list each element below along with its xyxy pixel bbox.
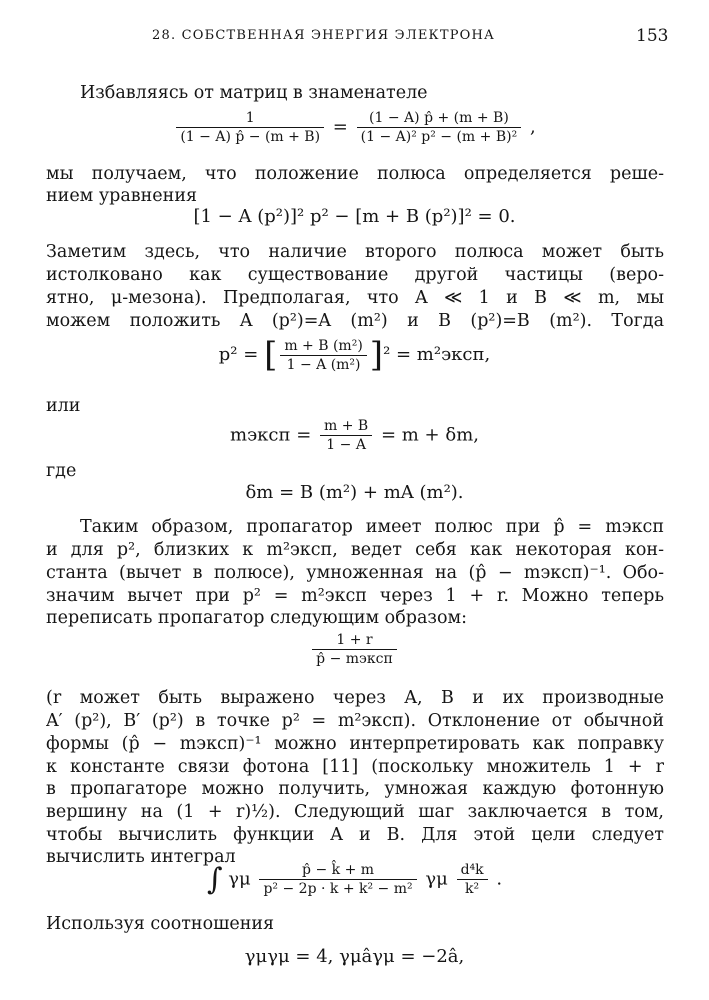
eq1-rhs-denominator: (1 − A)² p² − (m + B)²: [360, 129, 518, 145]
eq7-integral-sign: ∫: [206, 862, 223, 897]
text-line-12: станта (вычет в полюсе), умноженная на (p̂ − mэксп)⁻¹. Обо-: [46, 563, 664, 583]
eq1-rhs-fraction: [357, 110, 522, 145]
text-line-8: или: [46, 396, 81, 416]
equation-1: [0, 110, 709, 145]
equation-2: [1 − A (p²)]² p² − [m + B (p²)]² = 0.: [193, 206, 516, 227]
eq7-measure-denominator: k²: [465, 881, 480, 897]
text-line-23: Используя соотношения: [46, 914, 275, 934]
eq3-fraction: [280, 338, 366, 373]
equation-5: δm = B (m²) + mA (m²).: [245, 482, 464, 503]
eq7-measure-numerator: d⁴k: [457, 862, 488, 880]
eq3-lhs: p² =: [218, 344, 259, 365]
eq7-gamma-2: γμ: [425, 868, 448, 890]
text-line-5: истолковано как существование другой частицы (веро-: [46, 265, 664, 285]
equation-7: [0, 862, 709, 897]
eq7-period: .: [496, 868, 503, 890]
eq3-rhs: ² = m²эксп,: [383, 344, 491, 365]
running-head: 28. СОБСТВЕННАЯ ЭНЕРГИЯ ЭЛЕКТРОНА: [152, 28, 496, 43]
eq1-lhs-denominator: (1 − A) p̂ − (m + B): [180, 129, 321, 145]
equation-8: γμγμ = 4, γμâγμ = −2â,: [244, 946, 465, 967]
text-line-10: Таким образом, пропагатор имеет полюс при p̂ = mэксп: [80, 517, 664, 537]
text-line-19: в пропагаторе можно получить, умножая каждую фотонную: [46, 779, 664, 799]
text-line-16: A′ (p²), B′ (p²) в точке p² = m²эксп). Отклонение от обычной: [46, 711, 664, 731]
text-line-9: где: [46, 461, 77, 481]
eq1-rhs-numerator: (1 − A) p̂ + (m + B): [357, 110, 522, 128]
eq3-open-bracket: [: [264, 335, 278, 375]
equation-3: [0, 335, 709, 375]
eq3-close-bracket: ]: [369, 335, 384, 375]
eq1-lhs-fraction: [176, 110, 324, 145]
eq6-denominator: p̂ − mэксп: [316, 651, 393, 667]
eq7-fraction: [259, 862, 416, 897]
text-line-22: вычислить интеграл: [46, 847, 236, 867]
text-line-18: к константе связи фотона [11] (поскольку множитель 1 + r: [46, 757, 664, 777]
text-line-11: и для p², близких к m²эксп, ведет себя как некоторая кон-: [46, 540, 664, 560]
eq4-lhs: mэксп =: [230, 424, 312, 446]
eq3-denominator: 1 − A (m²): [286, 356, 361, 373]
text-line-1: Избавляясь от матриц в знаменателе: [80, 83, 428, 103]
eq1-equals: =: [332, 116, 348, 138]
page-header: [0, 28, 709, 48]
eq6-fraction: [312, 632, 397, 667]
eq3-numerator: m + B (m²): [280, 338, 366, 356]
eq4-denominator: 1 − A: [326, 437, 366, 453]
text-line-6: ятно, μ-мезона). Предполагая, что A ≪ 1 и B ≪ m, мы: [46, 288, 664, 308]
text-line-4: Заметим здесь, что наличие второго полюса может быть: [46, 242, 664, 262]
eq7-measure-fraction: [457, 862, 488, 897]
eq4-fraction: [320, 418, 372, 453]
text-line-15: (r может быть выражено через A, B и их производные: [46, 688, 664, 708]
text-line-14: переписать пропагатор следующим образом:: [46, 608, 467, 628]
text-line-2: мы получаем, что положение полюса определяется реше-: [46, 164, 664, 184]
eq7-denominator: p² − 2p · k + k² − m²: [263, 881, 413, 897]
text-line-20: вершину на (1 + r)½). Следующий шаг заключается в том,: [46, 802, 664, 822]
page-number: 153: [636, 26, 669, 46]
eq6-numerator: 1 + r: [312, 632, 397, 650]
eq7-numerator: p̂ − k̂ + m: [259, 862, 416, 880]
eq7-gamma-1: γμ: [228, 868, 251, 890]
eq1-comma: ,: [529, 116, 536, 138]
eq1-lhs-numerator: 1: [176, 110, 324, 128]
text-line-13: значим вычет при p² = m²эксп через 1 + r. Можно теперь: [46, 586, 664, 606]
text-line-21: чтобы вычислить функции A и B. Для этой цели следует: [46, 825, 664, 845]
eq4-rhs: = m + δm,: [380, 424, 479, 446]
eq4-numerator: m + B: [320, 418, 372, 436]
text-line-7: можем положить A (p²)=A (m²) и B (p²)=B (m²). Тогда: [46, 311, 664, 331]
text-line-3: нием уравнения: [46, 186, 198, 206]
equation-4: [0, 418, 709, 453]
equation-6: [0, 632, 709, 667]
text-line-17: формы (p̂ − mэксп)⁻¹ можно интерпретировать как поправку: [46, 734, 664, 754]
